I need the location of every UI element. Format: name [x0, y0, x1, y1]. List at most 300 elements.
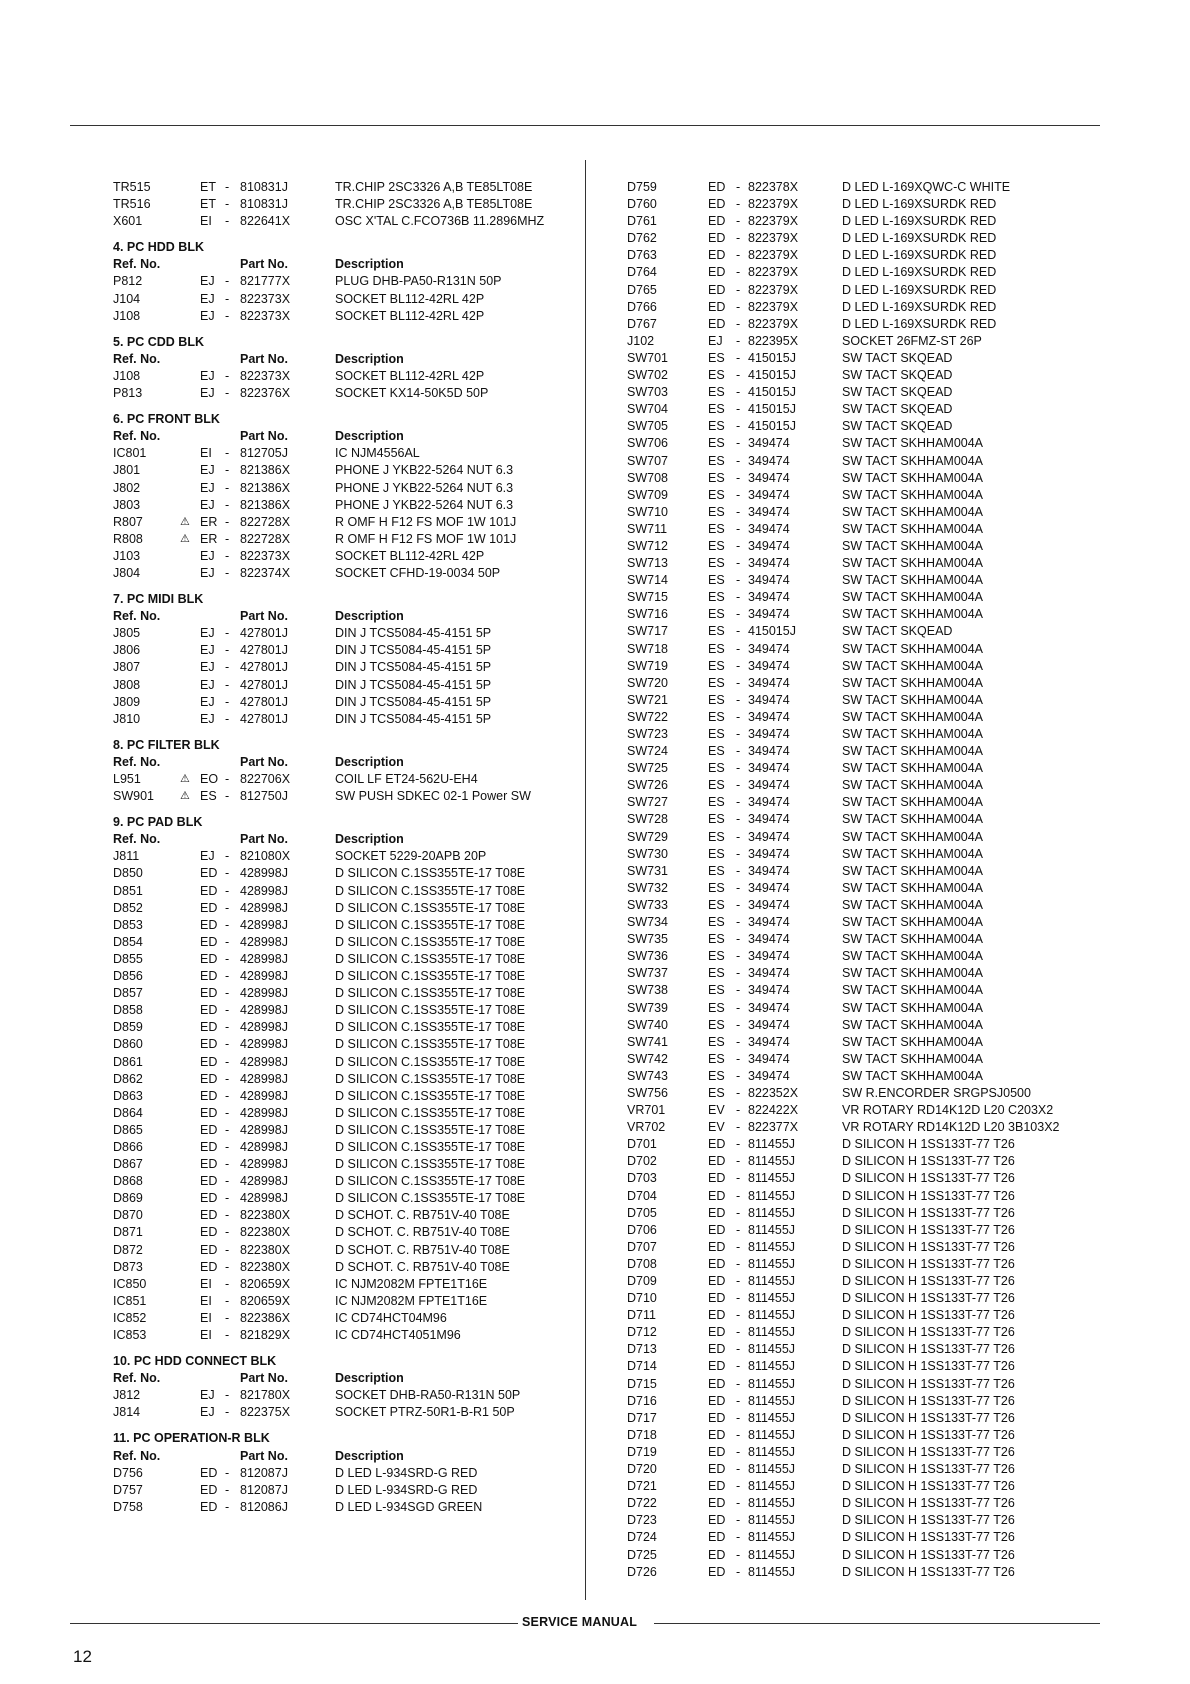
table-row: [0, 213, 545, 230]
description: SW TACT SKHHAM004A: [842, 846, 984, 861]
separator: -: [736, 1547, 741, 1562]
table-row: [0, 1224, 510, 1241]
separator: -: [225, 660, 230, 675]
part-no: 821386X: [240, 480, 291, 495]
part-class: EI: [200, 1293, 212, 1308]
part-class: ES: [708, 778, 725, 793]
header-part: Part No.: [240, 257, 288, 272]
separator: -: [736, 966, 741, 981]
part-class: ES: [708, 573, 725, 588]
table-row: [0, 625, 492, 642]
separator: -: [225, 308, 230, 323]
part-no: 821777X: [240, 274, 291, 289]
part-no: 428998J: [240, 917, 288, 932]
column-headers: [0, 1370, 404, 1387]
section-gap: [0, 1344, 276, 1353]
ref-no: D864: [113, 1105, 143, 1120]
part-no: 428998J: [240, 1191, 288, 1206]
separator: -: [736, 1051, 741, 1066]
description: SW TACT SKHHAM004A: [842, 880, 984, 895]
separator: -: [736, 915, 741, 930]
description: D SILICON C.1SS355TE-17 T08E: [335, 1174, 526, 1189]
description: SOCKET 26FMZ-ST 26P: [842, 333, 982, 348]
separator: -: [736, 299, 741, 314]
description: D SILICON H 1SS133T-77 T26: [842, 1188, 1015, 1203]
ref-no: J812: [113, 1388, 141, 1403]
ref-no: J805: [113, 626, 141, 641]
table-row: [0, 1465, 478, 1482]
ref-no: SW731: [627, 863, 668, 878]
separator: -: [736, 709, 741, 724]
description: D SILICON H 1SS133T-77 T26: [842, 1308, 1015, 1323]
description: SW TACT SKQEAD: [842, 402, 953, 417]
ref-no: D760: [627, 197, 657, 212]
ref-no: D714: [627, 1359, 657, 1374]
part-class: EJ: [200, 1388, 215, 1403]
description: D SILICON H 1SS133T-77 T26: [842, 1222, 1015, 1237]
description: D SILICON H 1SS133T-77 T26: [842, 1256, 1015, 1271]
description: D SILICON H 1SS133T-77 T26: [842, 1291, 1015, 1306]
part-class: ED: [708, 1496, 726, 1511]
part-no: 428998J: [240, 1174, 288, 1189]
part-class: ES: [708, 880, 725, 895]
table-row: [0, 1173, 526, 1190]
separator: -: [736, 538, 741, 553]
description: IC NJM2082M FPTE1T16E: [335, 1293, 488, 1308]
table-row: [0, 179, 533, 196]
description: SW TACT SKHHAM004A: [842, 983, 984, 998]
part-no: 811455J: [748, 1325, 796, 1340]
part-class: ED: [200, 1003, 218, 1018]
separator: -: [225, 969, 230, 984]
table-row: [0, 480, 514, 497]
section-gap: [0, 1421, 276, 1430]
ref-no: SW713: [627, 556, 668, 571]
part-no: 821080X: [240, 849, 291, 864]
ref-no: J802: [113, 480, 141, 495]
separator: -: [736, 1530, 741, 1545]
part-no: 811455J: [748, 1530, 796, 1545]
ref-no: D856: [113, 969, 143, 984]
left-parts-column: [0, 179, 545, 1516]
part-class: ES: [708, 1034, 725, 1049]
part-class: ES: [708, 470, 725, 485]
separator: -: [736, 692, 741, 707]
part-class: ES: [708, 436, 725, 451]
part-class: EJ: [200, 308, 215, 323]
part-class: ES: [708, 983, 725, 998]
footer-label: SERVICE MANUAL: [522, 1615, 638, 1629]
part-no: 428998J: [240, 883, 288, 898]
description: SW TACT SKHHAM004A: [842, 453, 984, 468]
separator: -: [225, 1071, 230, 1086]
part-class: ED: [708, 1154, 726, 1169]
ref-no: D766: [627, 299, 657, 314]
part-no: 427801J: [240, 677, 288, 692]
ref-no: TR516: [113, 197, 151, 212]
description: VR ROTARY RD14K12D L20 C203X2: [842, 1103, 1054, 1118]
part-class: ES: [708, 453, 725, 468]
separator: -: [225, 1139, 230, 1154]
description: D SILICON C.1SS355TE-17 T08E: [335, 1071, 526, 1086]
table-row: [0, 1207, 510, 1224]
ref-no: SW737: [627, 966, 668, 981]
part-no: 349474: [748, 983, 790, 998]
ref-no: SW725: [627, 761, 668, 776]
part-class: EI: [200, 1276, 212, 1291]
separator: -: [225, 446, 230, 461]
separator: -: [225, 917, 230, 932]
part-class: ED: [708, 282, 726, 297]
footer-rule-left: [70, 1623, 518, 1624]
separator: -: [736, 658, 741, 673]
separator: -: [225, 548, 230, 563]
description: SW TACT SKHHAM004A: [842, 1051, 984, 1066]
ref-no: SW707: [627, 453, 668, 468]
description: D SILICON H 1SS133T-77 T26: [842, 1137, 1015, 1152]
part-class: EJ: [200, 274, 215, 289]
part-no: 427801J: [240, 643, 288, 658]
column-divider: [585, 160, 586, 1600]
description: SW PUSH SDKEC 02-1 Power SW: [335, 789, 531, 804]
ref-no: SW709: [627, 487, 668, 502]
table-row: [0, 1019, 526, 1036]
description: D SILICON C.1SS355TE-17 T08E: [335, 883, 526, 898]
part-class: ED: [200, 951, 218, 966]
separator: -: [736, 1274, 741, 1288]
ref-no: D767: [627, 316, 657, 331]
separator: -: [225, 951, 230, 966]
separator: -: [736, 812, 741, 827]
description: D SILICON C.1SS355TE-17 T08E: [335, 1020, 526, 1035]
description: SW TACT SKQEAD: [842, 419, 953, 434]
part-class: ED: [708, 265, 726, 280]
separator: -: [736, 402, 741, 417]
separator: -: [736, 470, 741, 485]
separator: -: [736, 1222, 741, 1237]
ref-no: D701: [627, 1137, 657, 1152]
description: D LED L-169XSURDK RED: [842, 231, 997, 246]
description: D SILICON C.1SS355TE-17 T08E: [335, 1139, 526, 1154]
separator: -: [736, 607, 741, 622]
description: SW TACT SKHHAM004A: [842, 778, 984, 793]
separator: -: [736, 350, 741, 365]
part-class: ED: [708, 1410, 726, 1425]
description: D SILICON C.1SS355TE-17 T08E: [335, 951, 526, 966]
description: DIN J TCS5084-45-4151 5P: [335, 626, 492, 641]
separator: -: [736, 1308, 741, 1323]
ref-no: D724: [627, 1530, 657, 1545]
part-class: ES: [708, 521, 725, 536]
separator: -: [225, 214, 230, 229]
ref-no: SW727: [627, 795, 668, 810]
separator: -: [225, 1208, 230, 1223]
part-class: ED: [200, 883, 218, 898]
part-class: EO: [200, 772, 219, 786]
table-row: [0, 445, 420, 462]
ref-no: J809: [113, 694, 141, 709]
separator: -: [736, 1325, 741, 1340]
part-class: ED: [708, 1205, 726, 1220]
separator: -: [736, 1393, 741, 1408]
description: D SILICON H 1SS133T-77 T26: [842, 1444, 1015, 1459]
part-class: EJ: [200, 643, 215, 658]
description: D LED L-169XSURDK RED: [842, 299, 997, 314]
separator: -: [736, 1462, 741, 1477]
description: D SILICON H 1SS133T-77 T26: [842, 1479, 1015, 1494]
section-gap: [0, 805, 276, 814]
separator: -: [225, 274, 230, 289]
part-class: EI: [200, 1310, 212, 1325]
ref-no: SW720: [627, 675, 668, 690]
description: SW TACT SKHHAM004A: [842, 504, 984, 519]
part-no: 822706X: [240, 772, 291, 786]
ref-no: D761: [627, 214, 657, 229]
part-class: EJ: [200, 849, 215, 864]
part-class: ED: [708, 1291, 726, 1306]
description: VR ROTARY RD14K12D L20 3B103X2: [842, 1120, 1060, 1135]
description: D SILICON H 1SS133T-77 T26: [842, 1205, 1015, 1220]
separator: -: [736, 1291, 741, 1306]
ref-no: SW717: [627, 624, 668, 639]
part-class: ED: [200, 866, 218, 881]
table-row: [0, 968, 526, 985]
table-row: [0, 1259, 510, 1276]
ref-no: J810: [113, 711, 141, 726]
ref-no: SW726: [627, 778, 668, 793]
ref-no: D702: [627, 1154, 657, 1169]
separator: -: [736, 1256, 741, 1271]
separator: -: [736, 1154, 741, 1169]
ref-no: J108: [113, 368, 141, 383]
table-row: [0, 1276, 488, 1293]
part-class: ED: [200, 1037, 218, 1052]
separator: -: [225, 1020, 230, 1035]
part-no: 349474: [748, 949, 790, 964]
table-row: [0, 1404, 515, 1421]
part-class: EJ: [200, 497, 215, 512]
separator: -: [736, 880, 741, 895]
description: SW TACT SKHHAM004A: [842, 761, 984, 776]
ref-no: J808: [113, 677, 141, 692]
description: IC NJM2082M FPTE1T16E: [335, 1276, 488, 1291]
table-row: [0, 934, 526, 951]
description: D SILICON H 1SS133T-77 T26: [842, 1410, 1015, 1425]
part-no: 811455J: [748, 1444, 796, 1459]
description: SW TACT SKHHAM004A: [842, 487, 984, 502]
part-class: ES: [708, 1051, 725, 1066]
header-desc: Description: [335, 1371, 404, 1386]
part-class: ES: [708, 761, 725, 776]
part-no: 822728X: [240, 531, 291, 546]
ref-no: J108: [113, 308, 141, 323]
header-part: Part No.: [240, 609, 288, 624]
part-class: ED: [200, 1482, 218, 1497]
description: SW TACT SKHHAM004A: [842, 1000, 984, 1015]
ref-no: SW701: [627, 350, 668, 365]
part-class: ED: [708, 1479, 726, 1494]
section-gap: [0, 325, 276, 334]
table-row: [0, 1327, 461, 1344]
part-no: 349474: [748, 709, 790, 724]
ref-no: D871: [113, 1225, 143, 1240]
header-part: Part No.: [240, 832, 288, 847]
ref-no: J801: [113, 463, 141, 478]
part-no: 349474: [748, 1000, 790, 1015]
description: D SILICON C.1SS355TE-17 T08E: [335, 986, 526, 1001]
part-no: 822379X: [748, 282, 799, 297]
part-class: ES: [708, 897, 725, 912]
part-class: ED: [200, 1499, 218, 1514]
part-no: 811455J: [748, 1239, 796, 1254]
part-class: ES: [708, 607, 725, 622]
table-row: [0, 917, 526, 934]
description: SW TACT SKHHAM004A: [842, 744, 984, 759]
part-no: 428998J: [240, 1139, 288, 1154]
part-no: 822373X: [240, 291, 291, 306]
separator: -: [736, 1068, 741, 1083]
part-class: ES: [708, 812, 725, 827]
separator: -: [736, 419, 741, 434]
warning-icon: ⚠: [180, 790, 190, 803]
part-class: ES: [708, 538, 725, 553]
ref-no: D715: [627, 1376, 657, 1391]
description: SW TACT SKHHAM004A: [842, 863, 984, 878]
ref-no: D757: [113, 1482, 143, 1497]
ref-no: D712: [627, 1325, 657, 1340]
ref-no: D865: [113, 1122, 143, 1137]
part-class: ED: [200, 900, 218, 915]
ref-no: SW730: [627, 846, 668, 861]
ref-no: SW734: [627, 915, 668, 930]
part-no: 811455J: [748, 1291, 796, 1306]
part-class: ED: [708, 1342, 726, 1357]
separator: -: [225, 1191, 230, 1206]
part-class: ED: [708, 1462, 726, 1477]
ref-no: D706: [627, 1222, 657, 1237]
ref-no: D708: [627, 1256, 657, 1271]
header-desc: Description: [335, 609, 404, 624]
separator: -: [736, 248, 741, 263]
section-title: 5. PC CDD BLK: [113, 334, 204, 349]
part-no: 811455J: [748, 1205, 796, 1220]
part-no: 821780X: [240, 1388, 291, 1403]
separator: -: [225, 1328, 230, 1342]
header-ref: Ref. No.: [113, 429, 161, 444]
header-part: Part No.: [240, 1448, 288, 1463]
description: SW TACT SKHHAM004A: [842, 641, 984, 656]
separator: -: [225, 1293, 230, 1308]
part-class: ED: [708, 1513, 726, 1528]
ref-no: SW732: [627, 880, 668, 895]
part-no: 428998J: [240, 1122, 288, 1137]
section-gap: [0, 728, 276, 737]
table-row: [0, 514, 517, 531]
separator: -: [736, 675, 741, 690]
ref-no: J102: [627, 333, 655, 348]
part-class: ES: [708, 966, 725, 981]
separator: -: [736, 744, 741, 759]
table-row: [0, 548, 485, 565]
ref-no: D726: [627, 1564, 657, 1579]
ref-no: D853: [113, 917, 143, 932]
description: R OMF H F12 FS MOF 1W 101J: [335, 514, 517, 529]
separator: -: [225, 694, 230, 709]
separator: -: [736, 590, 741, 605]
part-no: 428998J: [240, 951, 288, 966]
separator: -: [736, 316, 741, 331]
description: SOCKET CFHD-19-0034 50P: [335, 565, 501, 580]
part-no: 349474: [748, 573, 790, 588]
separator: -: [225, 849, 230, 864]
table-row: [0, 368, 485, 385]
ref-no: J803: [113, 497, 141, 512]
separator: -: [736, 1496, 741, 1511]
separator: -: [736, 778, 741, 793]
part-no: 822728X: [240, 514, 291, 529]
separator: -: [736, 1239, 741, 1254]
separator: -: [736, 436, 741, 451]
description: D SILICON H 1SS133T-77 T26: [842, 1530, 1015, 1545]
header-desc: Description: [335, 754, 404, 769]
ref-no: SW735: [627, 932, 668, 947]
ref-no: D758: [113, 1499, 143, 1514]
header-ref: Ref. No.: [113, 609, 161, 624]
part-no: 811455J: [748, 1188, 796, 1203]
part-no: 811455J: [748, 1393, 796, 1408]
description: SW TACT SKHHAM004A: [842, 915, 984, 930]
separator: -: [736, 1103, 741, 1118]
separator: -: [225, 711, 230, 726]
table-row: [0, 1054, 526, 1071]
part-no: 428998J: [240, 1105, 288, 1120]
ref-no: SW711: [627, 521, 668, 536]
part-class: ED: [200, 1191, 218, 1206]
part-no: 821386X: [240, 497, 291, 512]
part-no: 428998J: [240, 1088, 288, 1103]
part-no: 349474: [748, 487, 790, 502]
top-rule: [70, 125, 1100, 126]
ref-no: D762: [627, 231, 657, 246]
table-row: [0, 531, 517, 548]
table-row: [0, 1139, 526, 1156]
part-class: ES: [708, 829, 725, 844]
header-part: Part No.: [240, 754, 288, 769]
part-no: 349474: [748, 590, 790, 605]
separator: -: [225, 1405, 230, 1420]
part-class: ES: [708, 419, 725, 434]
part-no: 428998J: [240, 866, 288, 881]
separator: -: [225, 514, 230, 529]
ref-no: SW740: [627, 1017, 668, 1032]
ref-no: R807: [113, 514, 143, 529]
description: D SILICON H 1SS133T-77 T26: [842, 1239, 1015, 1254]
description: D SILICON C.1SS355TE-17 T08E: [335, 1157, 526, 1172]
part-no: 427801J: [240, 660, 288, 675]
part-class: ED: [708, 1274, 726, 1288]
separator: -: [736, 727, 741, 741]
section-title: 4. PC HDD BLK: [113, 240, 204, 255]
description: DIN J TCS5084-45-4151 5P: [335, 677, 492, 692]
ref-no: D720: [627, 1462, 657, 1477]
separator: -: [225, 1499, 230, 1514]
part-class: EJ: [200, 565, 215, 580]
table-row: [0, 273, 502, 290]
ref-no: D851: [113, 883, 143, 898]
part-no: 415015J: [748, 350, 796, 365]
separator: -: [736, 333, 741, 348]
separator: -: [736, 385, 741, 400]
